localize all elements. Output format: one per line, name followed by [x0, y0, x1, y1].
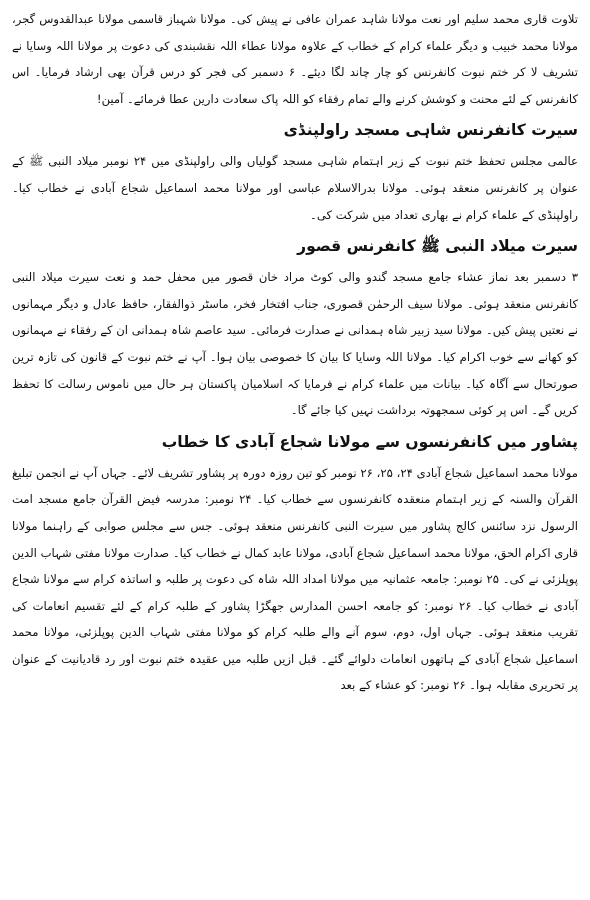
section-heading-peshawar: پشاور میں کانفرنسوں سے مولانا شجاع آبادی کا خطاب [161, 432, 578, 451]
section-body-rawalpindi: عالمی مجلس تحفظ ختم نبوت کے زیر اہتمام شاہی مسجد گولیاں والی راولپنڈی میں ۲۴ نومبر میلاد النبی ﷺ کے عنوان پر کانفرنس منعقد ہوئی۔ مولانا بدرالاسلام عباسی اور مولانا محمد اسماعیل شجاع آبادی نے خطاب کیا۔ راولپنڈی کے علماء کرام نے بھاری تعداد میں شرکت کی۔ [12, 154, 578, 222]
section-body-peshawar: مولانا محمد اسماعیل شجاع آبادی ۲۴، ۲۵، ۲۶ نومبر کو تین روزہ دورہ پر پشاور تشریف لائے۔ جہاں آپ نے انجمن تبلیغ القرآن والسنہ کے زیر اہتمام منعقدہ کانفرنسوں سے خطاب کیا۔ ۲۴ نومبر: مدرسہ فیض القرآن جامع مسجد امت الرسول نزد سائنس کالج پشاور میں سیرت النبی کانفرنس منعقد ہوئی۔ جس سے مجلس صوابی کے راہنما مولانا قاری اکرام الحق، مولانا محمد اسماعیل شجاع آبادی، مولانا عابد کمال نے خطاب کیا۔ صدارت مولانا مفتی شہاب الدین پوپلزئی نے کی۔ ۲۵ نومبر: جامعہ عثمانیہ میں مولانا امداد اللہ شاہ کی دعوت پر طلبہ و اساتذہ کرام سے مولانا شجاع آبادی نے خطاب کیا۔ ۲۶ نومبر: کو جامعہ احسن المدارس جھگڑا پشاور کے طلبہ کرام کے لئے تقسیم انعامات کی تقریب منعقد ہوئی۔ جہاں اول، دوم، سوم آنے والے طلبہ کرام کو مولانا مفتی شہاب الدین پوپلزئی، مولانا محمد اسماعیل شجاع آبادی کے ہاتھوں انعامات دلوائے گئے۔ قبل ازیں طلبہ میں عقیدہ ختم نبوت اور رد قادیانیت کے عنوان پر تحریری مقابلہ ہوا۔ ۲۶ نومبر: کو عشاء کے بعد [12, 465, 579, 693]
intro-paragraph: تلاوت قاری محمد سلیم اور نعت مولانا شاہد عمران عافی نے پیش کی۔ مولانا شہباز قاسمی مولانا عبدالقدوس گجر، مولانا محمد خبیب و دیگر علماء کرام کے خطاب کے علاوہ مولانا عطاء اللہ نقشبندی کی دعوت پر مولانا اللہ وسایا نے تشریف لا کر ختم نبوت کانفرنس کو چار چاند لگا دیئے۔ ۶ دسمبر کی فجر کو درس قرآن بھی ارشاد فرمایا۔ اس کانفرنس کے لئے محنت و کوشش کرنے والے تمام رفقاء کو اللہ پاک سعادت دارین عطا فرمائے۔ آمین! [12, 12, 578, 106]
section-body-kasur: ۳ دسمبر بعد نماز عشاء جامع مسجد گندو والی کوٹ مراد خان قصور میں محفل حمد و نعت سیرت میلاد النبی کانفرنس منعقد ہوئی۔ مولانا سیف الرحمٰن قصوری، جناب افتخار فخر، ماسٹر ذوالفقار، حافظ عادل و دیگر مہمانوں نے نعتیں پیش کیں۔ مولانا سید زبیر شاہ ہمدانی نے صدارت فرمائی۔ سید عاصم شاہ ہمدانی ان کے رفقاء نے مہمانوں کو کھانے سے خوب اکرام کیا۔ مولانا اللہ وسایا کا بیان کا خصوصی بیان ہوا۔ آپ نے ختم نبوت کے قانون کی تازہ ترین صورتحال سے آگاہ کیا۔ بیانات میں علماء کرام نے فرمایا کہ اسلامیان پاکستان ہر حال میں ناموس رسالت کا تحفظ کریں گے۔ اس پر کوئی سمجھوتہ برداشت نہیں کیا جائے گا۔ [12, 270, 578, 418]
section-heading-rawalpindi: سیرت کانفرنس شاہی مسجد راولپنڈی [283, 121, 578, 140]
section-heading-kasur: سیرت میلاد النبی ﷺ کانفرنس قصور [297, 237, 578, 256]
